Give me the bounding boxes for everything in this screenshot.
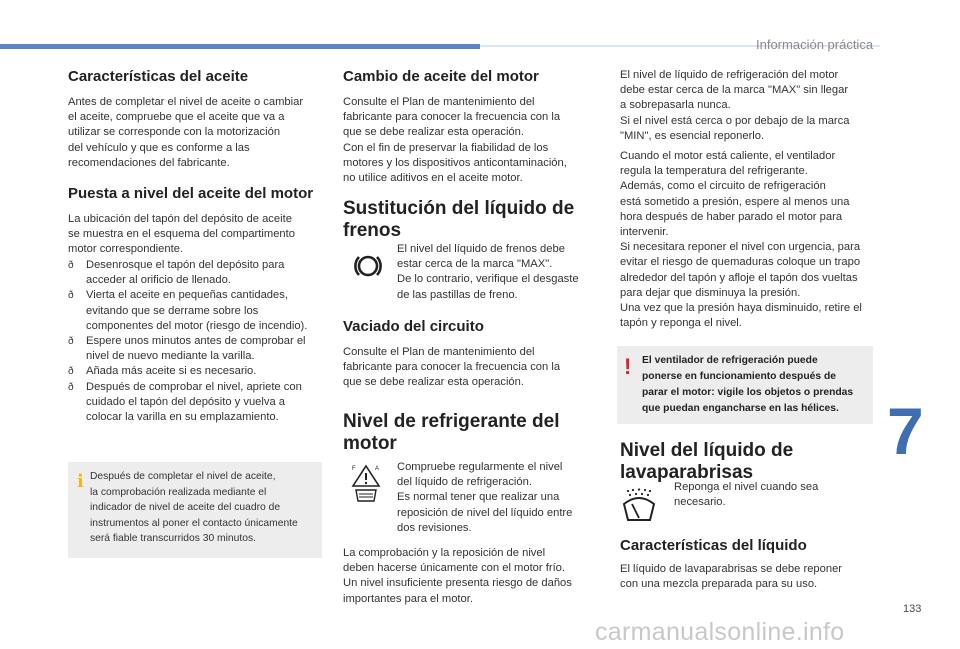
heading-coolant-level — [343, 411, 559, 455]
text-line: alrededor del tapón y afloje el tapón dos vueltas — [620, 271, 858, 284]
heading-line: motor — [343, 433, 397, 454]
text-line: instrumentos al poner el contacto únicamente — [90, 517, 298, 529]
text-line: para dejar que disminuya la presión. — [620, 286, 801, 299]
list-item — [68, 380, 328, 426]
text-line: ponerse en funcionamiento después de — [642, 371, 836, 382]
list-item — [68, 364, 328, 379]
text-line: debe estar cerca de la marca "MAX" sin llegar — [620, 84, 849, 97]
text-line: Con el fin de preservar la fiabilidad de los — [343, 141, 549, 154]
text-line: con una mezcla preparada para su uso. — [620, 578, 818, 591]
text-line: está sometido a presión, espere al menos una — [620, 195, 850, 208]
text-line: Compruebe regularmente el nivel — [397, 461, 563, 473]
brake-warning-icon — [352, 250, 384, 282]
text-line: dos revisiones. — [397, 521, 472, 534]
text-line: utilizar se corresponde con la motorización — [68, 126, 281, 139]
text-line: que se debe realizar esta operación. — [343, 126, 524, 139]
heading-line: Nivel de refrigerante del — [343, 411, 560, 432]
text-line: La comprobación y la reposición de nivel — [343, 547, 546, 559]
coolant-max-text — [620, 68, 878, 144]
text-line: a sobrepasarla nunca. — [620, 99, 731, 112]
coolant-procedure-text — [343, 546, 603, 607]
text-line: El nivel del líquido de frenos debe — [397, 243, 565, 255]
svg-text:F: F — [352, 466, 356, 472]
text-line: evitando que se derrame sobre los — [86, 304, 259, 317]
text-line: Cuando el motor está caliente, el ventilador — [620, 150, 836, 162]
text-line: motor correspondiente. — [68, 243, 184, 256]
text-line: Antes de completar el nivel de aceite o cambiar — [68, 96, 304, 108]
text-line: necesario. — [674, 496, 726, 509]
brake-fluid-text — [397, 242, 602, 303]
text-line: ð Espere unos minutos antes de comprobar el — [86, 335, 306, 348]
text-line: colocar la varilla en su emplazamiento. — [86, 411, 279, 424]
text-line: Una vez que la presión haya disminuido, retire el — [620, 302, 862, 315]
heading-line: Nivel del líquido de — [620, 440, 794, 461]
list-item — [68, 334, 328, 364]
text-line: acceder al orificio de llenado. — [86, 274, 231, 287]
warning-note-box — [617, 346, 873, 424]
heading-fluid-characteristics: Características del líquido — [620, 537, 807, 554]
list-item — [68, 288, 328, 334]
heading-oil-change: Cambio de aceite del motor — [343, 68, 539, 85]
text-line: recomendaciones del fabricante. — [68, 156, 230, 169]
oil-topup-steps — [68, 258, 328, 425]
heading-washer-fluid — [620, 440, 793, 484]
heading-oil-characteristics: Características del aceite — [68, 68, 249, 85]
text-line: estar cerca de la marca "MAX". — [397, 258, 553, 271]
heading-line: lavaparabrisas — [620, 462, 754, 483]
list-item — [68, 258, 328, 288]
circuit-drain-text — [343, 345, 603, 391]
text-line: La ubicación del tapón del depósito de aceite — [68, 213, 292, 225]
coolant-warning-icon — [350, 462, 382, 504]
fluid-characteristics-text — [620, 562, 878, 592]
text-line: que se debe realizar esta operación. — [343, 376, 524, 389]
text-line: evitar el riesgo de quemaduras coloque un trapo — [620, 256, 861, 269]
watermark: carmanualsonline.info — [595, 618, 845, 646]
text-line: De lo contrario, verifique el desgaste — [397, 273, 579, 286]
text-line: cuidado el tapón del depósito y vuelva a — [86, 395, 286, 408]
text-line: fabricante para conocer la frecuencia con la — [343, 361, 561, 374]
text-line: motores y los dispositivos anticontaminación, — [343, 156, 567, 169]
text-line: Reponga el nivel cuando sea — [674, 481, 819, 493]
text-line: que puedan engancharse en las hélices. — [642, 403, 839, 414]
oil-characteristics-text — [68, 95, 328, 171]
washer-fluid-icon — [620, 488, 658, 524]
text-line: parar el motor: vigile los objetos o prendas — [642, 387, 854, 398]
text-line: nivel de nuevo mediante la varilla. — [86, 350, 255, 363]
warning-note-text — [642, 353, 870, 417]
header-accent-bar — [0, 44, 480, 49]
text-line: Si el nivel está cerca o por debajo de la marca — [620, 114, 850, 127]
warning-icon: ! — [624, 354, 632, 379]
text-line: hora después de haber parado el motor para — [620, 210, 843, 223]
washer-fluid-text — [674, 480, 874, 510]
text-line: Un nivel insuficiente presenta riesgo de daños — [343, 577, 572, 590]
coolant-hot-engine-text — [620, 149, 878, 331]
text-line: Consulte el Plan de mantenimiento del — [343, 346, 535, 358]
heading-oil-topup: Puesta a nivel del aceite del motor — [68, 185, 314, 202]
text-line: el aceite, compruebe que el aceite que va a — [68, 111, 285, 124]
text-line: intervenir. — [620, 226, 669, 239]
info-note-box — [68, 462, 322, 558]
info-icon: i — [77, 471, 84, 492]
text-line: de las pastillas de freno. — [397, 288, 518, 301]
text-line: regula la temperatura del refrigerante. — [620, 165, 808, 178]
text-line: El líquido de lavaparabrisas se debe reponer — [620, 563, 843, 575]
svg-text:A: A — [375, 466, 380, 472]
text-line: no utilice aditivos en el aceite motor. — [343, 172, 523, 185]
text-line: del vehículo y que es conforme a las — [68, 141, 250, 154]
oil-cap-location-text — [68, 212, 328, 258]
text-line: El nivel de líquido de refrigeración del motor — [620, 69, 839, 81]
chapter-number: 7 — [887, 394, 924, 468]
text-line: deben hacerse únicamente con el motor frío. — [343, 562, 566, 575]
text-line: se muestra en el esquema del compartimento — [68, 228, 295, 241]
text-line: Además, como el circuito de refrigeración — [620, 180, 826, 193]
text-line: indicador de nivel de aceite del cuadro de — [90, 502, 281, 514]
text-line: El ventilador de refrigeración puede — [642, 355, 818, 366]
text-line: la comprobación realizada mediante el — [90, 486, 267, 498]
text-line: ð Después de comprobar el nivel, apriete con — [86, 380, 302, 393]
page-number: 133 — [903, 603, 922, 615]
text-line: ð Añada más aceite si es necesario. — [86, 365, 257, 378]
text-line: ð Desenrosque el tapón del depósito para — [86, 259, 285, 271]
text-line: reposición de nivel del líquido entre — [397, 506, 573, 519]
heading-line: frenos — [343, 220, 402, 241]
text-line: Consulte el Plan de mantenimiento del — [343, 96, 535, 108]
text-line: será fiable transcurridos 30 minutos. — [90, 533, 256, 545]
text-line: del líquido de refrigeración. — [397, 476, 532, 489]
text-line: tapón y reponga el nivel. — [620, 317, 742, 330]
text-line: importantes para el motor. — [343, 592, 473, 605]
heading-brake-fluid — [343, 198, 574, 242]
coolant-check-text — [397, 460, 602, 536]
text-line: Es normal tener que realizar una — [397, 491, 560, 504]
section-title: Información práctica — [756, 37, 874, 52]
heading-line: Sustitución del líquido de — [343, 198, 575, 219]
info-note-text — [90, 469, 320, 547]
oil-change-text — [343, 95, 603, 186]
text-line: Si necesitara reponer el nivel con urgencia, para — [620, 241, 861, 254]
text-line: "MIN", es esencial reponerlo. — [620, 129, 765, 142]
text-line: Después de completar el nivel de aceite, — [90, 471, 276, 482]
text-line: componentes del motor (riesgo de incendio). — [86, 319, 308, 332]
heading-circuit-drain: Vaciado del circuito — [343, 318, 484, 335]
text-line: fabricante para conocer la frecuencia con la — [343, 111, 561, 124]
text-line: ð Vierta el aceite en pequeñas cantidades, — [86, 289, 288, 302]
